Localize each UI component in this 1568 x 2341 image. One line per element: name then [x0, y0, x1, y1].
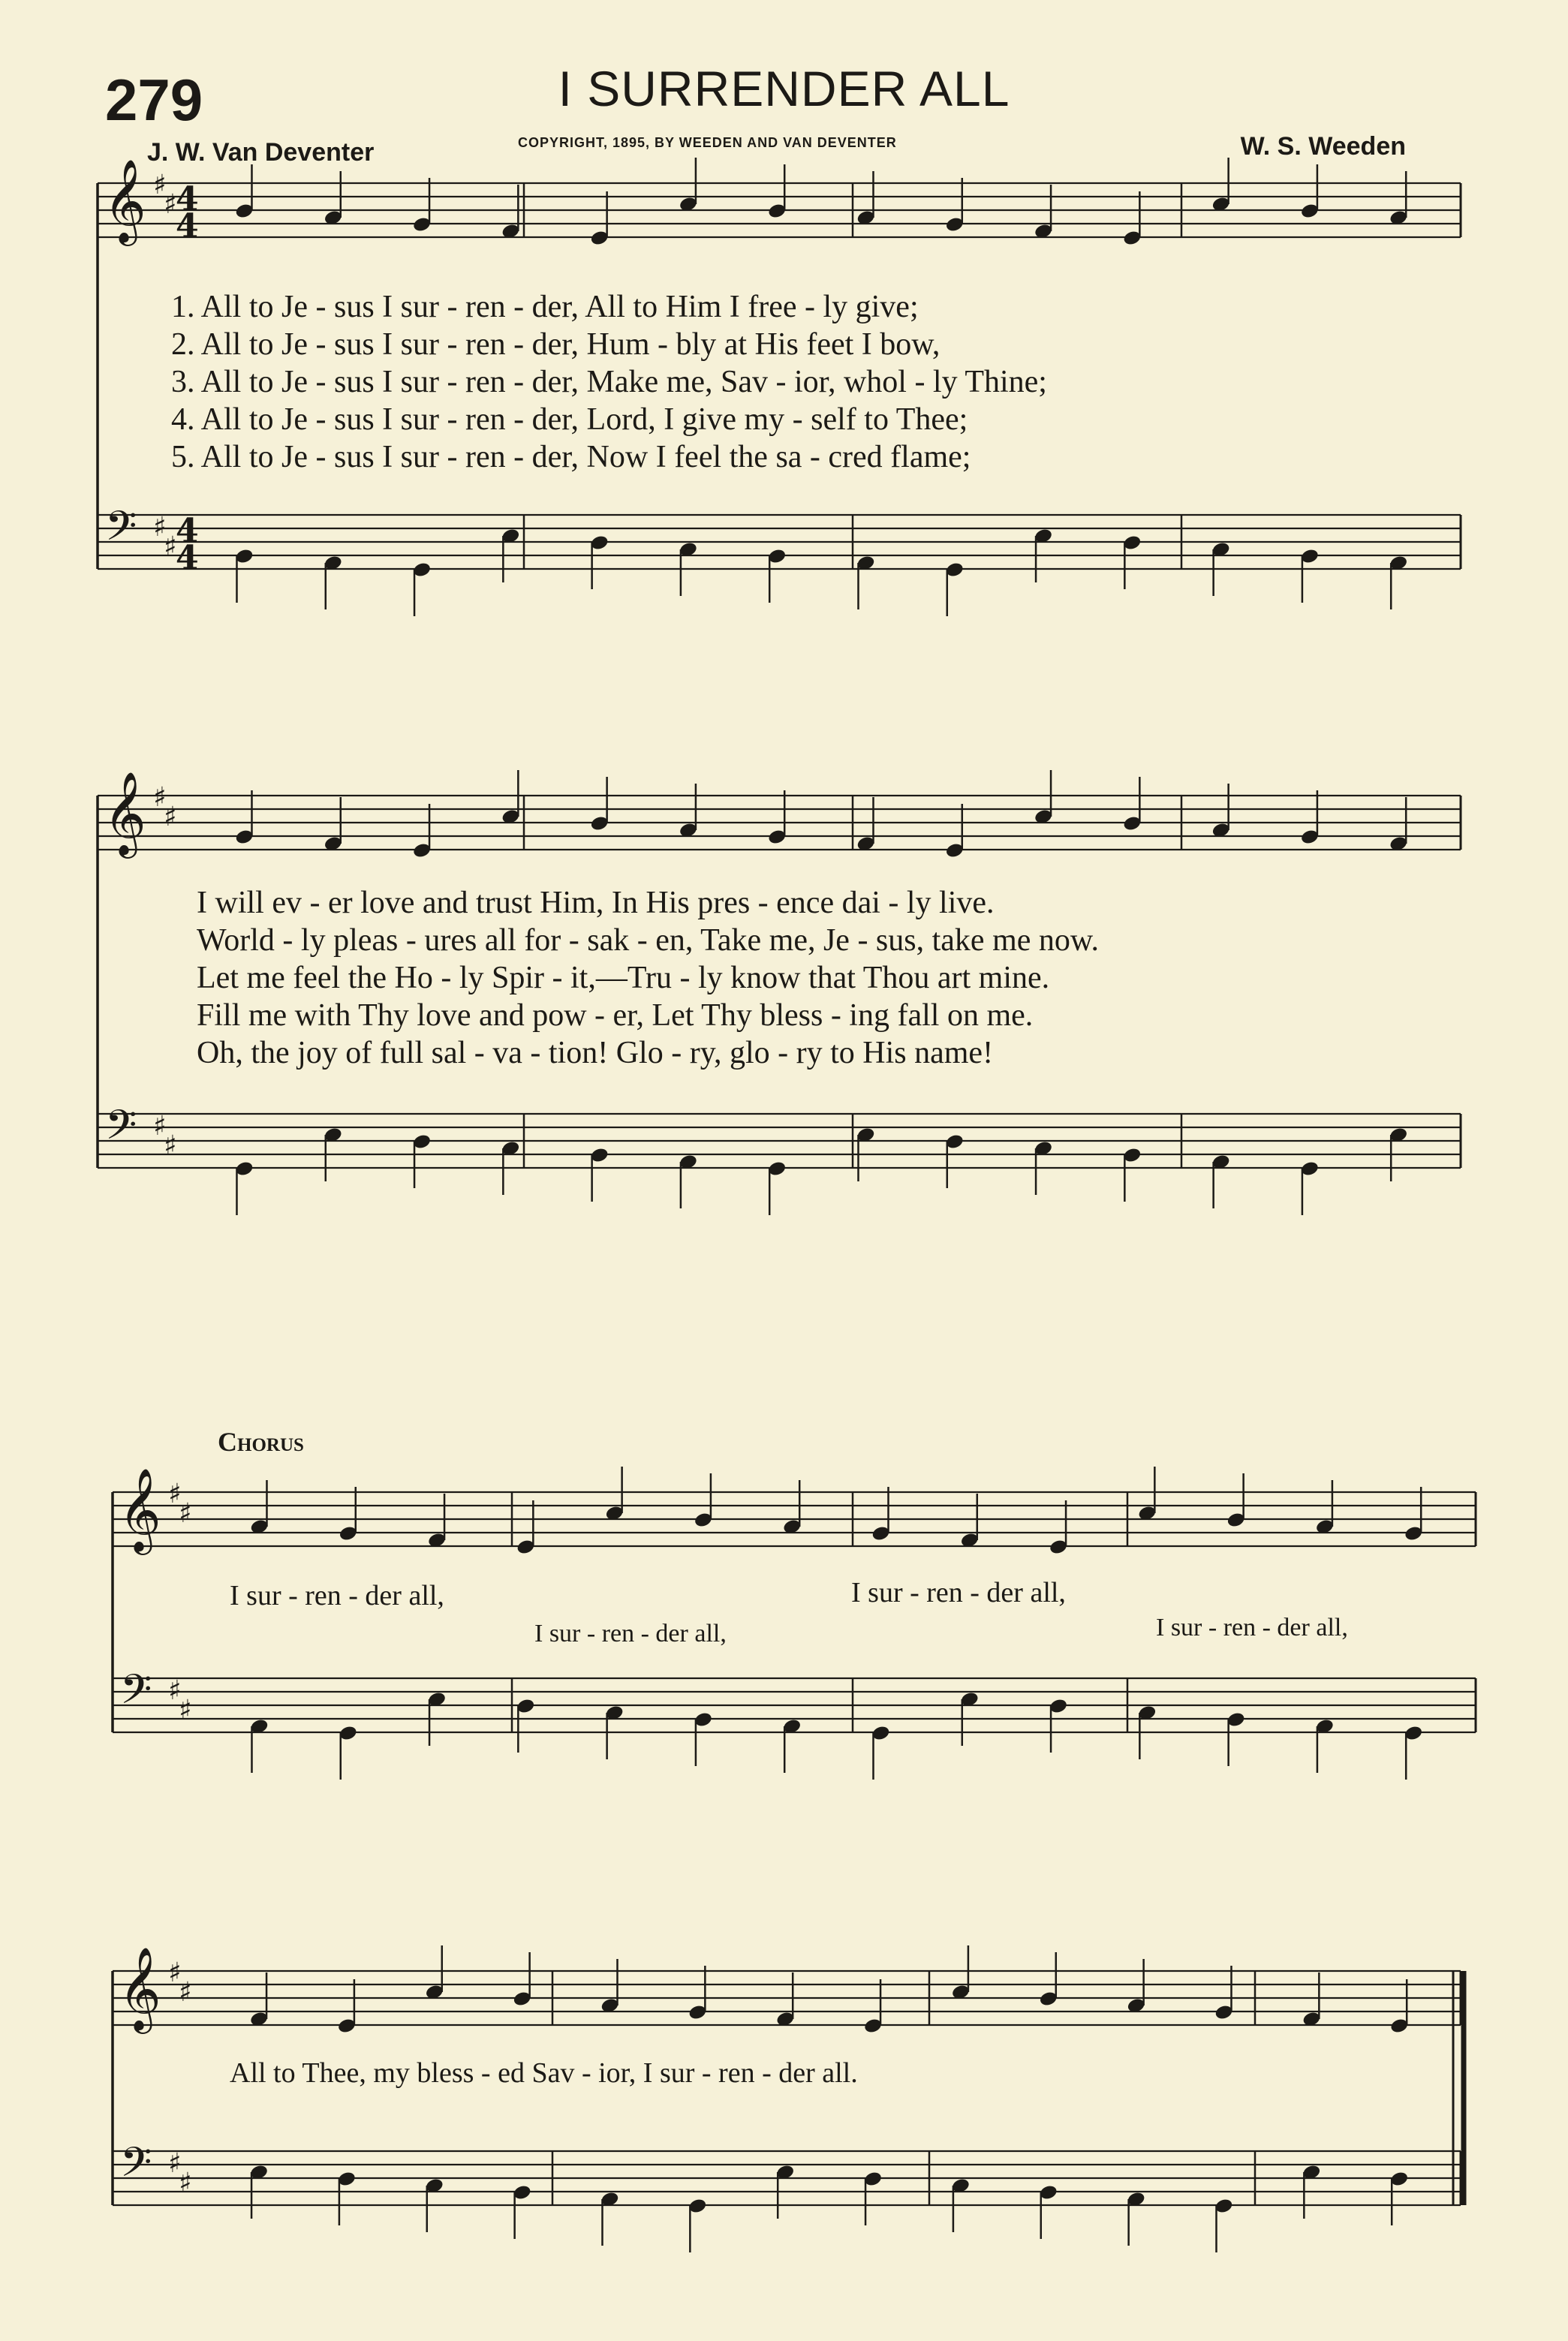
hymn-title: I SURRENDER ALL — [558, 61, 1010, 116]
sharp-icon: ♯ — [168, 2148, 182, 2179]
sharp-icon: ♯ — [164, 189, 177, 220]
sharp-icon: ♯ — [164, 1130, 177, 1161]
verse-4-line-1: 4. All to Je - sus I sur - ren - der, Lord, I give my - self to Thee; — [171, 402, 968, 437]
time-signature-icon: 4 — [176, 207, 199, 245]
chorus-lyric-1a: I sur - ren - der all, — [230, 1580, 444, 1611]
verse-5-line-1: 5. All to Je - sus I sur - ren - der, Now I feel the sa - cred flame; — [171, 440, 971, 474]
sharp-icon: ♯ — [164, 531, 177, 562]
hymn-number: 279 — [105, 67, 203, 133]
verse-5-line-2: Oh, the joy of full sal - va - tion! Glo - ry, glo - ry to His name! — [197, 1036, 994, 1070]
verse-4-line-2: Fill me with Thy love and pow - er, Let Thy bless - ing fall on me. — [197, 998, 1034, 1033]
sharp-icon: ♯ — [153, 1111, 167, 1142]
bass-clef-icon: 𝄢 — [120, 2138, 152, 2196]
bass-clef-icon: 𝄢 — [120, 1665, 152, 1723]
sharp-icon: ♯ — [153, 170, 167, 200]
sharp-icon: ♯ — [153, 512, 167, 543]
sharp-icon: ♯ — [179, 1498, 192, 1529]
sharp-icon: ♯ — [168, 1957, 182, 1988]
treble-clef-icon: 𝄞 — [119, 1467, 161, 1551]
bass-clef-icon: 𝄢 — [105, 1101, 137, 1159]
chorus-lyric-alt-2: I sur - ren - der all, — [1156, 1614, 1348, 1641]
treble-clef-icon: 𝄞 — [119, 1946, 161, 2030]
verse-2-line-2: World - ly pleas - ures all for - sak - en, Take me, Je - sus, take me now. — [197, 923, 1099, 958]
chorus-label: Chorus — [218, 1427, 304, 1457]
time-signature-icon: 4 — [176, 512, 199, 550]
bass-clef-icon: 𝄢 — [105, 502, 137, 560]
verse-2-line-1: 2. All to Je - sus I sur - ren - der, Hum - bly at His feet I bow, — [171, 327, 940, 362]
sharp-icon: ♯ — [179, 1977, 192, 2008]
verse-1-line-1: 1. All to Je - sus I sur - ren - der, All to Him I free - ly give; — [171, 290, 919, 324]
sharp-icon: ♯ — [153, 782, 167, 813]
verse-3-line-2: Let me feel the Ho - ly Spir - it,—Tru - ly know that Thou art mine. — [197, 961, 1050, 995]
treble-clef-icon: 𝄞 — [104, 771, 146, 855]
sharp-icon: ♯ — [168, 1479, 182, 1509]
chorus-lyric-1b: I sur - ren - der all, — [851, 1577, 1066, 1608]
chorus-lyric-alt-1: I sur - ren - der all, — [534, 1620, 727, 1647]
treble-clef-icon: 𝄞 — [104, 158, 146, 242]
verse-1-line-2: I will ev - er love and trust Him, In His pres - ence dai - ly live. — [197, 886, 995, 920]
time-signature-icon: 4 — [176, 180, 199, 218]
sharp-icon: ♯ — [179, 2168, 192, 2198]
hymn-composer: W. S. Weeden — [1240, 132, 1406, 161]
verse-3-line-1: 3. All to Je - sus I sur - ren - der, Make me, Sav - ior, whol - ly Thine; — [171, 365, 1047, 399]
time-signature-icon: 4 — [176, 539, 199, 577]
sharp-icon: ♯ — [179, 1695, 192, 1726]
sharp-icon: ♯ — [168, 1675, 182, 1706]
sharp-icon: ♯ — [164, 802, 177, 832]
hymn-author: J. W. Van Deventer — [147, 138, 375, 167]
chorus-lyric-2: All to Thee, my bless - ed Sav - ior, I sur - ren - der all. — [230, 2057, 858, 2089]
copyright-notice: COPYRIGHT, 1895, BY WEEDEN AND VAN DEVENTER — [518, 135, 897, 150]
